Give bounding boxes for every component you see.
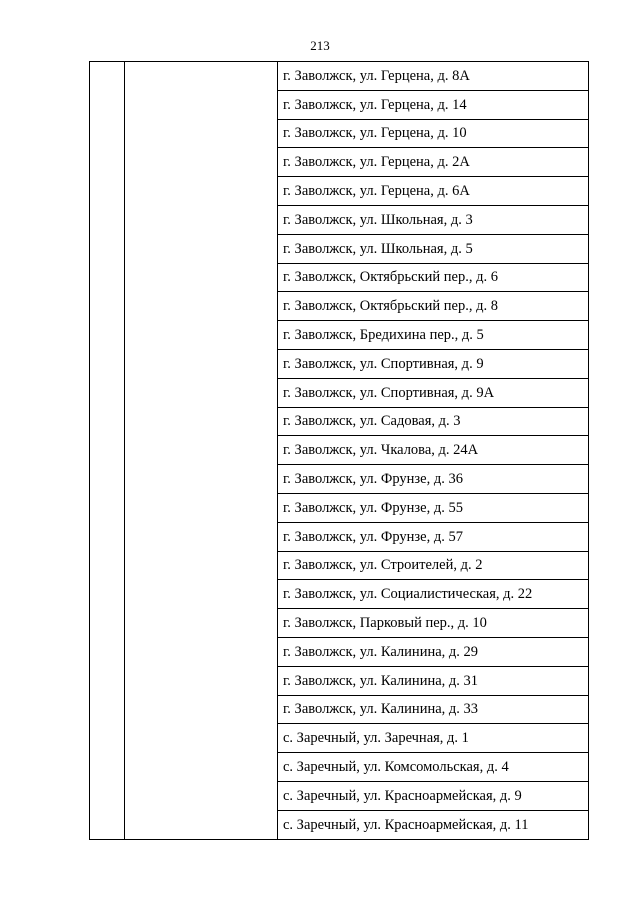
address-cell: г. Заволжск, ул. Фрунзе, д. 57	[278, 522, 589, 551]
address-cell: г. Заволжск, ул. Садовая, д. 3	[278, 407, 589, 436]
address-cell: с. Заречный, ул. Заречная, д. 1	[278, 724, 589, 753]
address-cell: с. Заречный, ул. Красноармейская, д. 9	[278, 781, 589, 810]
address-cell: г. Заволжск, ул. Спортивная, д. 9А	[278, 378, 589, 407]
address-cell: с. Заречный, ул. Красноармейская, д. 11	[278, 810, 589, 839]
address-cell: г. Заволжск, Октябрьский пер., д. 6	[278, 263, 589, 292]
address-cell: г. Заволжск, ул. Чкалова, д. 24А	[278, 436, 589, 465]
address-cell: с. Заречный, ул. Комсомольская, д. 4	[278, 753, 589, 782]
address-cell: г. Заволжск, ул. Фрунзе, д. 55	[278, 493, 589, 522]
address-cell: г. Заволжск, Парковый пер., д. 10	[278, 609, 589, 638]
address-cell: г. Заволжск, ул. Герцена, д. 6А	[278, 177, 589, 206]
address-cell: г. Заволжск, ул. Социалистическая, д. 22	[278, 580, 589, 609]
name-column-cell	[125, 62, 278, 840]
address-cell: г. Заволжск, ул. Строителей, д. 2	[278, 551, 589, 580]
address-cell: г. Заволжск, ул. Школьная, д. 3	[278, 205, 589, 234]
address-cell: г. Заволжск, ул. Калинина, д. 29	[278, 637, 589, 666]
number-column-cell	[90, 62, 125, 840]
address-cell: г. Заволжск, ул. Герцена, д. 14	[278, 90, 589, 119]
address-cell: г. Заволжск, Октябрьский пер., д. 8	[278, 292, 589, 321]
address-cell: г. Заволжск, ул. Герцена, д. 2А	[278, 148, 589, 177]
page-number: 213	[310, 38, 330, 53]
address-cell: г. Заволжск, ул. Герцена, д. 8А	[278, 62, 589, 91]
table-body	[90, 62, 589, 840]
address-cell: г. Заволжск, ул. Школьная, д. 5	[278, 234, 589, 263]
table-row	[90, 62, 589, 91]
address-cell: г. Заволжск, ул. Фрунзе, д. 36	[278, 465, 589, 494]
address-table	[89, 61, 589, 840]
address-cell: г. Заволжск, ул. Калинина, д. 31	[278, 666, 589, 695]
address-cell: г. Заволжск, Бредихина пер., д. 5	[278, 321, 589, 350]
address-cell: г. Заволжск, ул. Калинина, д. 33	[278, 695, 589, 724]
address-cell: г. Заволжск, ул. Спортивная, д. 9	[278, 349, 589, 378]
address-cell: г. Заволжск, ул. Герцена, д. 10	[278, 119, 589, 148]
